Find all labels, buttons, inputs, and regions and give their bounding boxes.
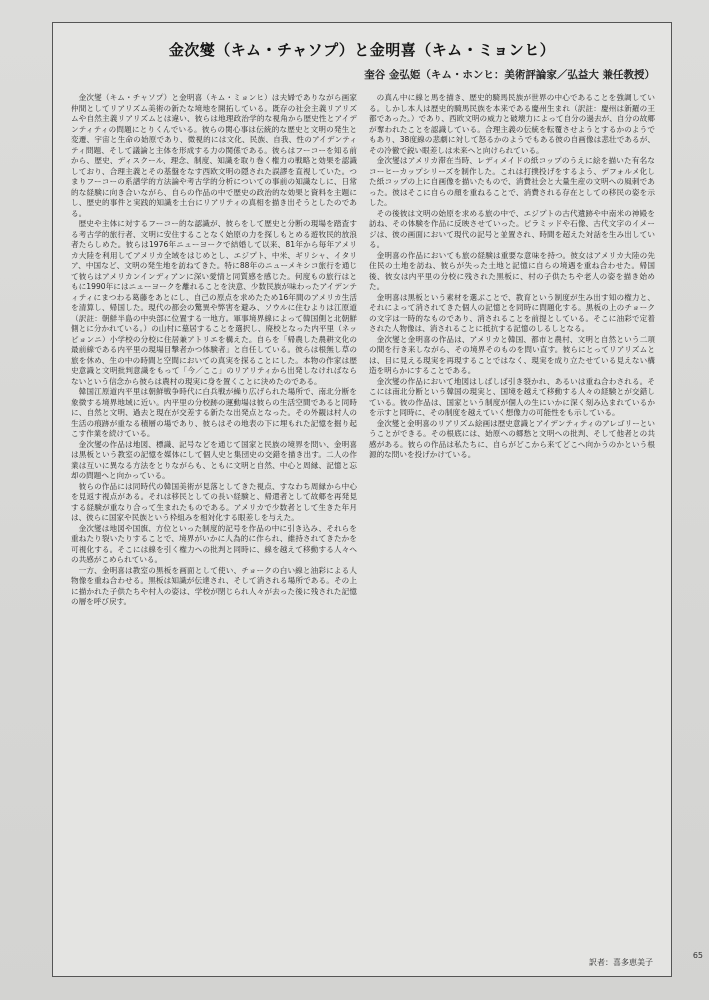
body-paragraph: 金次燮の作品において地図はしばしば引き裂かれ、あるいは重ね合わされる。そこには南北分断という韓国の現実と、国境を越えて移動する人々の経験とが交錯している。彼の作品は、国家という制度が個人の生にいかに深く刻み込まれているかを示すと同時に、その制度を越えていく想像力の可能性をも示している。 [369, 376, 655, 417]
body-paragraph: 一方、金明喜は教室の黒板を画面として使い、チョークの白い線と油彩による人物像を重ね合わせる。黒板は知識が伝達され、そして消される場所である。その上に描かれた子供たちや村人の姿は、学校が閉じられ人々が去った後に残された記憶の層を呼び戻す。 [71, 565, 357, 606]
left-column [71, 93, 357, 955]
body-paragraph: 金次燮（キム・チャソプ）と金明喜（キム・ミョンヒ）は夫婦でありながら画家仲間としてリアリズム美術の新たな境地を開拓している。既存の社会主義リアリズムや自然主義リアリズムとは違い、彼らは地理政治学的な視角から歴史性とアイデンティティの問題にとりくんでいる。彼らの関心事は伝統的な歴史と文明の発生と変遷、宇宙と生命の始原であり、微視的には文化、民族、自我、性のアイデンティティ問題、そして議論と主体を形成する力の関係である。彼らはフーコーを知る前から、歴史、ディスクール、理念、制度、知識を取り巻く権力の戦略と効果を認識しており、合理主義とその基盤をなす西欧文明の隠された誤謬を直視していた。つまりフーコーの系譜学的方法論や考古学的分析についての事前の知識なしに、日常的な経験に向き合いながら、自らの作品の中で歴史の政治的な効果と資料を主題にし、歴史的事件と実践的知識を土台にリアリティの真相を描き出そうとしたのである。 [71, 93, 357, 218]
body-paragraph: 金次燮はアメリカ滞在当時、レディメイドの紙コップのうえに絵を描いた有名なコーヒーカップシリーズを制作した。これは打撲投げをするよう、デフォルメ化した紙コップの上に自画像を描いたもので、消費社会と大量生産の文明への風刺であった。彼はそこに自らの顔を重ねることで、消費される存在としての移民の姿を示した。 [369, 156, 655, 207]
body-paragraph: 金次燮と金明喜の作品は、アメリカと韓国、都市と農村、文明と自然という二項の間を行き来しながら、その境界そのものを問い直す。彼らにとってリアリズムとは、目に見える現実を再現することではなく、現実を成り立たせている見えない構造を明らかにすることである。 [369, 334, 655, 375]
body-paragraph: 金明喜の作品においても旅の経験は重要な意味を持つ。彼女はアメリカ大陸の先住民の土地を訪ね、彼らが失った土地と記憶に自らの境遇を重ね合わせた。帰国後、彼女は内平里の分校に残された黒板に、村の子供たちや老人の姿を描き始めた。 [369, 250, 655, 291]
article-frame [52, 22, 672, 977]
article-body [71, 93, 655, 955]
body-paragraph: 金次燮と金明喜のリアリズム絵画は歴史意識とアイデンティティのアレゴリーということができる。その根底には、始原への郷愁と文明への批判、そして他者との共感がある。彼らの作品は私たちに、自らがどこから来てどこへ向かうのかという根源的な問いを投げかけている。 [369, 418, 655, 459]
body-paragraph: 彼らの作品には同時代の韓国美術が見落としてきた視点、すなわち周縁から中心を見返す視点がある。それは移民としての長い経験と、帰還者として故郷を再発見する経験が重なり合って生まれたものである。アメリカで少数者として生きた年月は、彼らに国家や民族という枠組みを相対化する眼差しを与えた。 [71, 481, 357, 522]
body-paragraph: 金明喜は黒板という素材を選ぶことで、教育という制度が生み出す知の権力と、それによって消されてきた個人の記憶とを同時に問題化する。黒板の上のチョークの文字は一時的なものであり、消されることを前提としている。そこに油彩で定着された人物像は、消されることに抵抗する記憶のしるしとなる。 [369, 292, 655, 333]
body-paragraph: の真ん中に線と馬を描き、歴史的騎馬民族が世界の中心であることを強調している。しかし本人は歴史的騎馬民族を本来である慶州生まれ（訳註：慶州は新羅の王都であった。）であり、西欧文明の威力と破壊力によって自分の過去が、自分の故郷が奪われたことを認識している。合理主義の伝統を転覆させようとするかのようでもあり、38度線の悲劇に対して怒るかのようでもある彼の自画像は悲壮であるが、その冷徹で鋭い眼差しは未来へと向けられている。 [369, 93, 655, 155]
page-number: 65 [692, 951, 703, 960]
author-byline: 奎谷 金弘姫（キム・ホンヒ：美術評論家／弘益大 兼任教授） [364, 69, 655, 81]
body-paragraph: 金次燮は地図や国旗、方位といった制度的記号を作品の中に引き込み、それらを重ねたり裂いたりすることで、境界がいかに人為的に作られ、維持されてきたかを可視化する。そこには線を引く権力への批判と同時に、線を越えて移動する人々への共感がこめられている。 [71, 523, 357, 564]
body-paragraph: 歴史や主体に対するフーコー的な認識が、彼らをして歴史と分断の現場を踏査する考古学的旅行者、文明に安住することなく始原の力を探しもとめる遊牧民的放浪者たらしめた。彼らは1976年ニューヨークで結婚して以来、81年から毎年アメリカ大陸を利用してアメリカ全域をはじめとし、エジプト、中米、ギリシャ、イタリア、中国など、文明の発生地を訪ねてきた。特に88年のニューメキシコ旅行を通じて彼らはアメリカンインディアンに深い愛情と同質感を感じた。何度もの旅行はともに1990年にはニューヨークを離れることを決意、少数民族が味わったアイデンティティにまつわる葛藤をあとにし、自己の原点を求めたため16年間のアメリカ生活を清算し、帰国した。現代の都会の驚異や弊害を避み、ソウルに住むよりは江原道（訳註：朝鮮半島の中央部に位置する一地方。軍事境界線によって韓国側と北朝鮮側とに分かれている。）の山村に墓居することを選択し、廃校となった内平里（ネッピョンニ）小学校の分校に住居兼アトリエを構えた。自らを「帰農した農耕文化の最前線である内平里の現場目撃者かつ体験者」と自任している。彼らは根無し草の旅を休め、生の中の時間と空間においての真実を探ることにした。本物の作家は歴史意識と文明批判意識をもって「今／ここ」のリアリティから出発しなければならないという信念から彼らは農村の現実に身を置くことに決めたのである。 [71, 219, 357, 386]
right-column [369, 93, 655, 955]
body-paragraph: 韓国江原道内平里は朝鮮戦争時代に白兵戦が繰り広げられた場所で、南北分断を象徴する境界地域に近い。内平里の分校跡の運動場は彼らの生活空間であると同時に、自然と文明、過去と現在が交差する新たな出発点となった。その外観は村人の生活の痕跡が重なる積層の場であり、彼らはその地表の下に埋もれた記憶を掘り起こす作業を続けている。 [71, 387, 357, 438]
article-title: 金次燮（キム・チャソプ）と金明喜（キム・ミョンヒ） [168, 41, 556, 59]
body-paragraph: その後彼は文明の始原を求める旅の中で、エジプトの古代遺跡や中南米の神殿を訪ね、その体験を作品に反映させていった。ピラミッドや石像、古代文字のイメージは、彼の画面において現代の記号と並置され、時間を超えた対話を生み出している。 [369, 208, 655, 249]
body-paragraph: 金次燮の作品は地図、標識、記号などを通じて国家と民族の境界を問い、金明喜は黒板という教室の記憶を媒体にして個人史と集団史の交錯を描き出す。二人の作業は互いに異なる方法をとりながらも、ともに文明と自然、中心と周縁、記憶と忘却の問題へと向かっている。 [71, 439, 357, 480]
translator-signature: 訳者：喜多恵美子 [589, 958, 653, 967]
